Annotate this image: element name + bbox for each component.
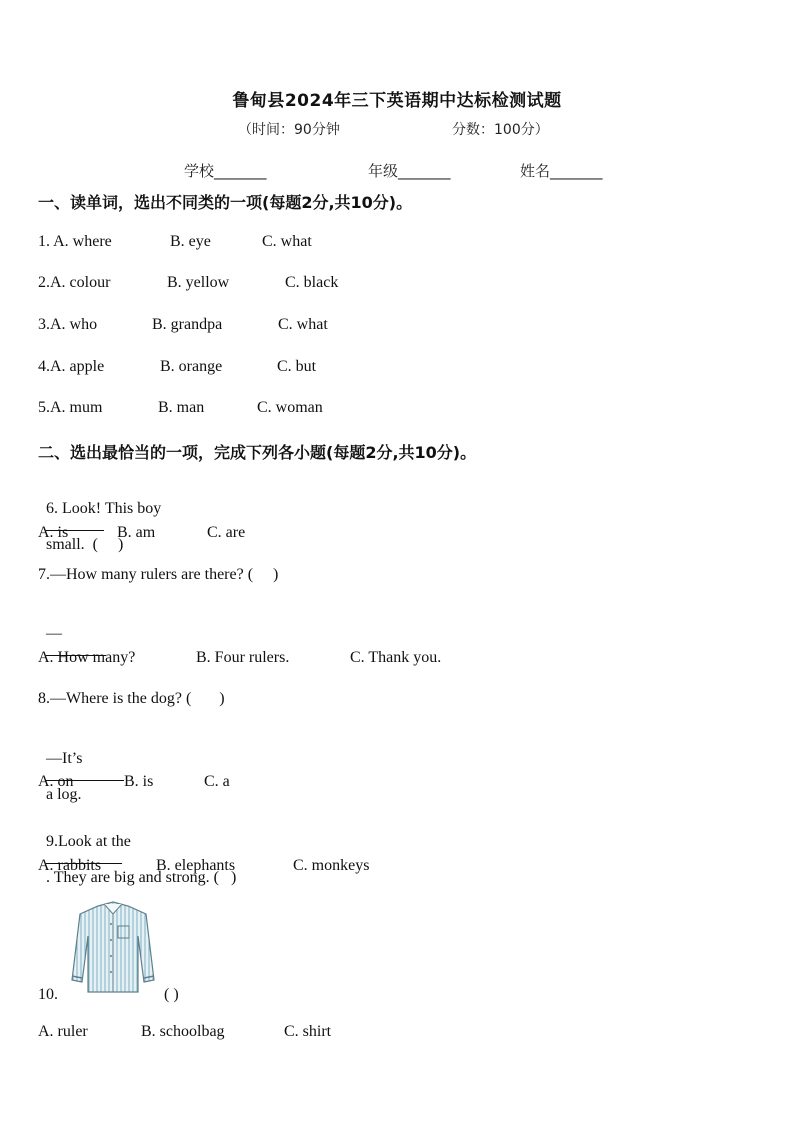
question-9-stem [38, 815, 236, 887]
answer-dash: — [46, 625, 62, 642]
school-field[interactable]: 学校_______ [184, 162, 267, 180]
answer-end: a log. [46, 786, 82, 803]
question-9-stem-end: . They are big and strong. ( ) [46, 869, 237, 886]
question-7-option-c: C. Thank you. [350, 649, 442, 666]
score-label: 分数：100分） [452, 122, 549, 138]
question-6-option-b: B. am [117, 524, 156, 541]
question-4-option-b: B. orange [160, 358, 223, 375]
question-8-stem: 8.—Where is the dog? ( ) [38, 690, 225, 707]
question-7-option-a: A. How many? [38, 649, 136, 666]
question-5-option-b: B. man [158, 399, 205, 416]
time-label: （时间：90分钟 [238, 122, 340, 138]
grade-field[interactable]: 年级_______ [368, 162, 451, 180]
question-4-option-a: 4.A. apple [38, 358, 105, 375]
question-10-option-b: B. schoolbag [141, 1023, 225, 1040]
question-7-option-b: B. Four rulers. [196, 649, 290, 666]
question-2-option-a: 2.A. colour [38, 274, 111, 291]
question-6-stem-start: 6. Look! This boy [46, 500, 162, 517]
question-4-option-c: C. but [277, 358, 317, 375]
question-1-option-c: C. what [262, 233, 312, 250]
question-3-option-a: 3.A. who [38, 316, 98, 333]
question-1-option-b: B. eye [170, 233, 211, 250]
page-title: 鲁甸县2024年三下英语期中达标检测试题 [232, 91, 562, 111]
question-9-option-b: B. elephants [156, 857, 236, 874]
question-10-option-c: C. shirt [284, 1023, 332, 1040]
question-10-paren: ( ) [164, 986, 179, 1003]
question-2-option-c: C. black [285, 274, 339, 291]
shirt-illustration [68, 896, 158, 996]
question-2-option-b: B. yellow [167, 274, 230, 291]
question-9-option-c: C. monkeys [293, 857, 370, 874]
question-5-option-c: C. woman [257, 399, 323, 416]
question-6-stem-end: small. ( ) [46, 536, 124, 553]
question-6-stem [38, 482, 161, 554]
question-6-option-c: C. are [207, 524, 246, 541]
question-9-option-a: A. rabbits [38, 857, 102, 874]
name-field[interactable]: 姓名_______ [520, 162, 603, 180]
question-8-answer-line [38, 732, 124, 804]
question-1-option-a: 1. A. where [38, 233, 112, 250]
question-8-option-a: A. on [38, 773, 74, 790]
question-3-option-c: C. what [278, 316, 328, 333]
question-7-stem: 7.—How many rulers are there? ( ) [38, 566, 279, 583]
question-3-option-b: B. grandpa [152, 316, 223, 333]
question-10-option-a: A. ruler [38, 1023, 88, 1040]
question-5-option-a: 5.A. mum [38, 399, 103, 416]
section2-heading: 二、选出最恰当的一项，完成下列各小题(每题2分,共10分)。 [38, 443, 477, 462]
question-8-option-c: C. a [204, 773, 230, 790]
section1-heading: 一、读单词，选出不同类的一项(每题2分,共10分)。 [38, 193, 413, 212]
question-10-number: 10. [38, 986, 58, 1003]
answer-start: —It’s [46, 750, 83, 767]
question-8-option-b: B. is [124, 773, 154, 790]
question-6-option-a: A. is [38, 524, 69, 541]
question-9-stem-start: 9.Look at the [46, 833, 131, 850]
